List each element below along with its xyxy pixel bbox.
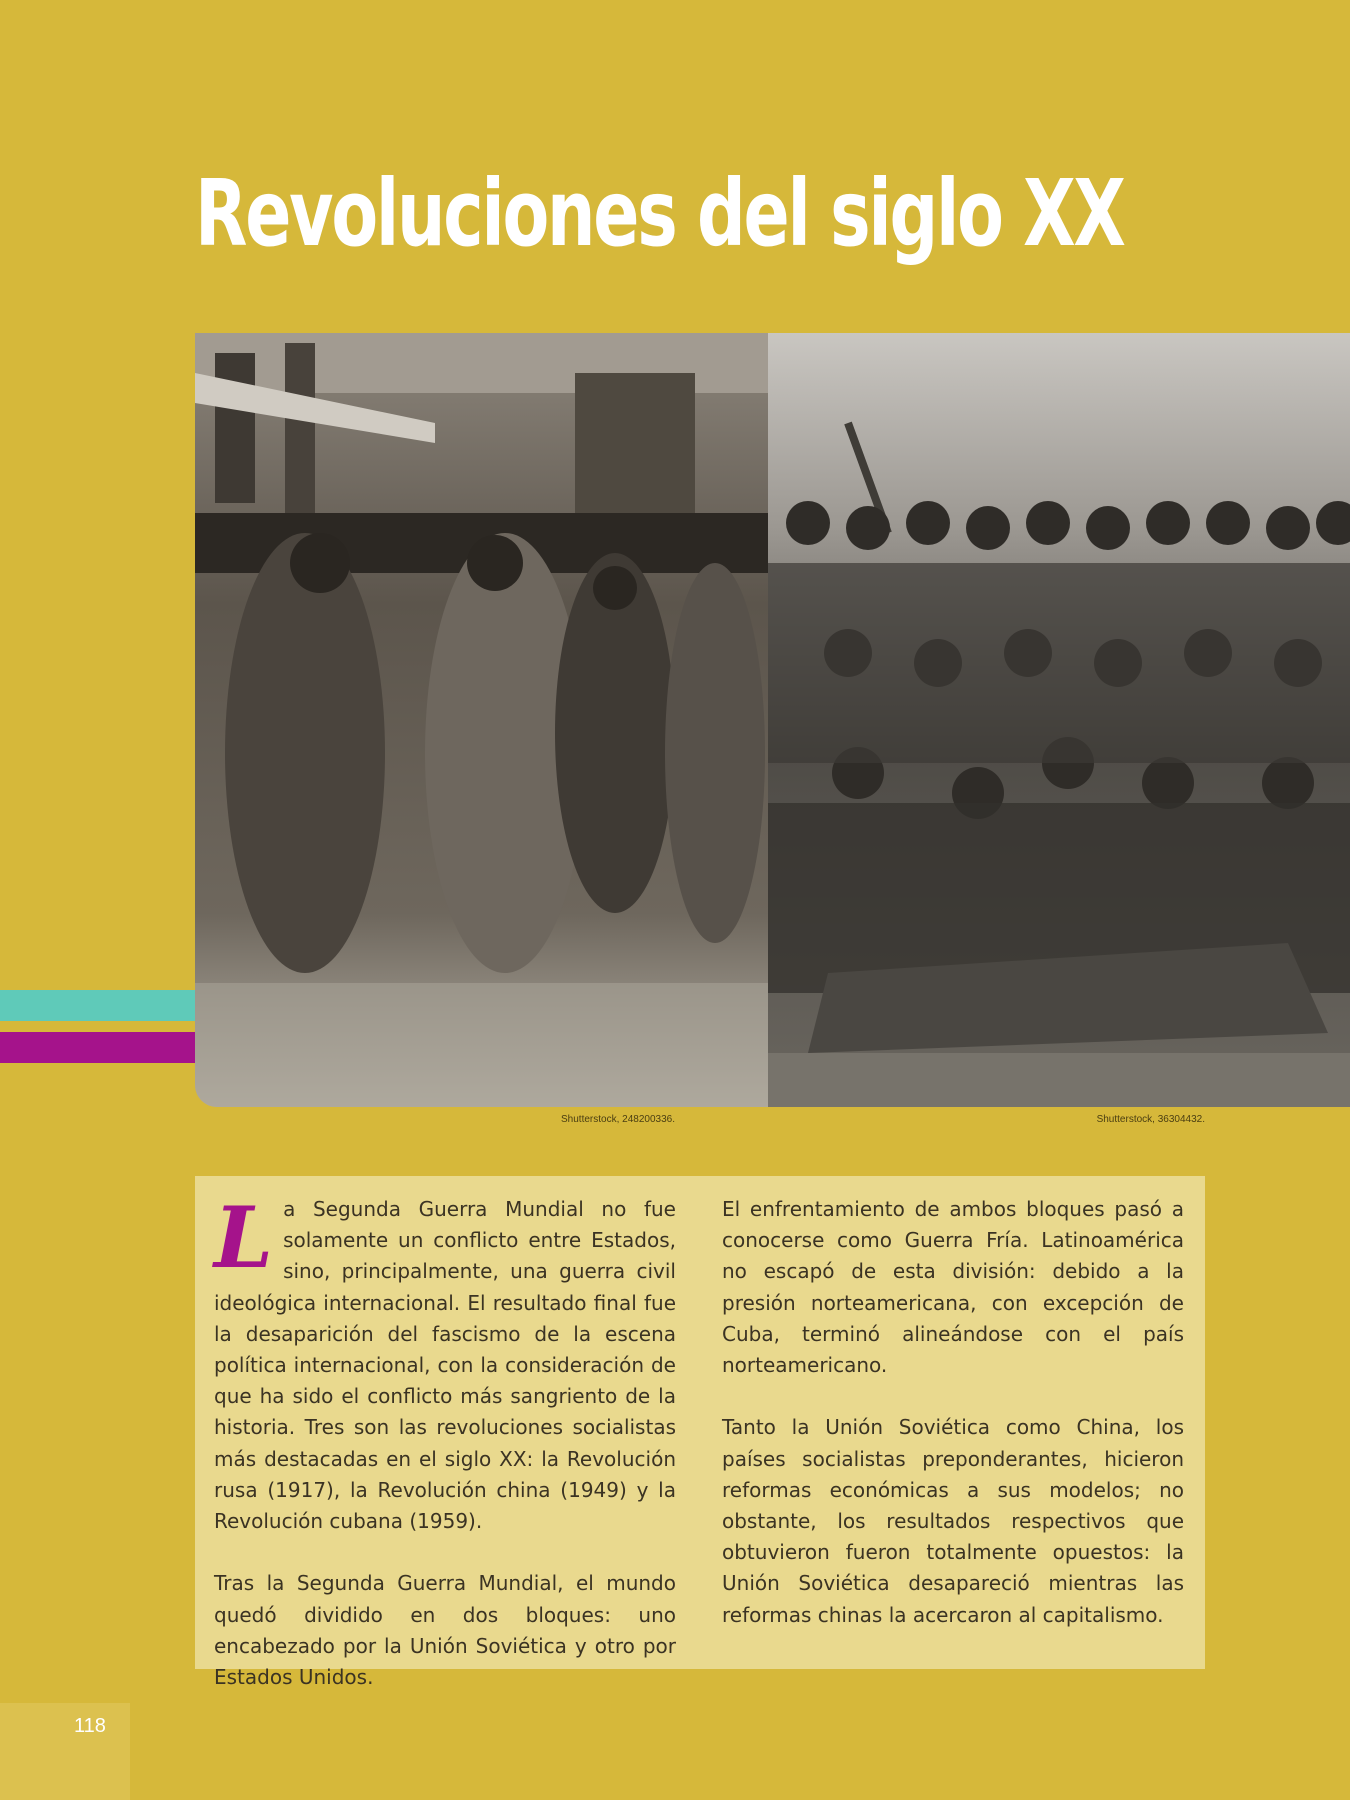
- photo-collage: [195, 333, 1350, 1107]
- text-box: [195, 1176, 1205, 1690]
- page-title: Revoluciones del siglo XX: [195, 160, 1124, 267]
- photo-soldiers-marching: [195, 333, 768, 1107]
- paragraph-1: [214, 1188, 676, 1537]
- paragraph-2: Tras la Segunda Guerra Mundial, el mundo quedó dividido en dos bloques: uno encabezado por la Unión Soviética y otro por Estados Unidos.: [214, 1571, 676, 1690]
- text-column-right: [722, 1194, 1184, 1662]
- photo-credit-right: Shutterstock, 36304432.: [1096, 1114, 1205, 1125]
- paragraph-4: Tanto la Unión Soviética como China, los países socialistas preponderantes, hicieron reformas económicas a sus modelos; no obstante, los resultados respectivos que obtuvieron fueron totalmente opuestos: la Unión Soviética desapareció mientras las reformas chinas la acercaron al capitalismo.: [722, 1415, 1184, 1627]
- paragraph-1-text: a Segunda Guerra Mundial no fue solamente un conflicto entre Estados, sino, principalmente, una guerra civil ideológica internacional. El resultado final fue la desaparición del fascismo de la escena política internacional, con la consideración de que ha sido el conflicto más sangriento de la historia. Tres son las revoluciones socialistas más destacadas en el siglo XX: la Revolución rusa (1917), la Revolución china (1949) y la Revolución cubana (1959).: [214, 1197, 676, 1534]
- magenta-accent-stripe: [0, 1032, 195, 1063]
- teal-accent-stripe: [0, 990, 195, 1021]
- page-number-box: [0, 1703, 130, 1800]
- text-column-left: [214, 1188, 676, 1724]
- paragraph-3: El enfrentamiento de ambos bloques pasó a conocerse como Guerra Fría. Latinoamérica no escapó de esta división: debido a la presión norteamericana, con excepción de Cuba, terminó alineándose con el país norteamericano.: [722, 1197, 1184, 1378]
- page-number: 118: [74, 1715, 106, 1737]
- photo-credit-left: Shutterstock, 248200336.: [561, 1114, 675, 1125]
- photo-soviet-soldiers-group: [768, 333, 1350, 1107]
- drop-cap: L: [214, 1188, 274, 1287]
